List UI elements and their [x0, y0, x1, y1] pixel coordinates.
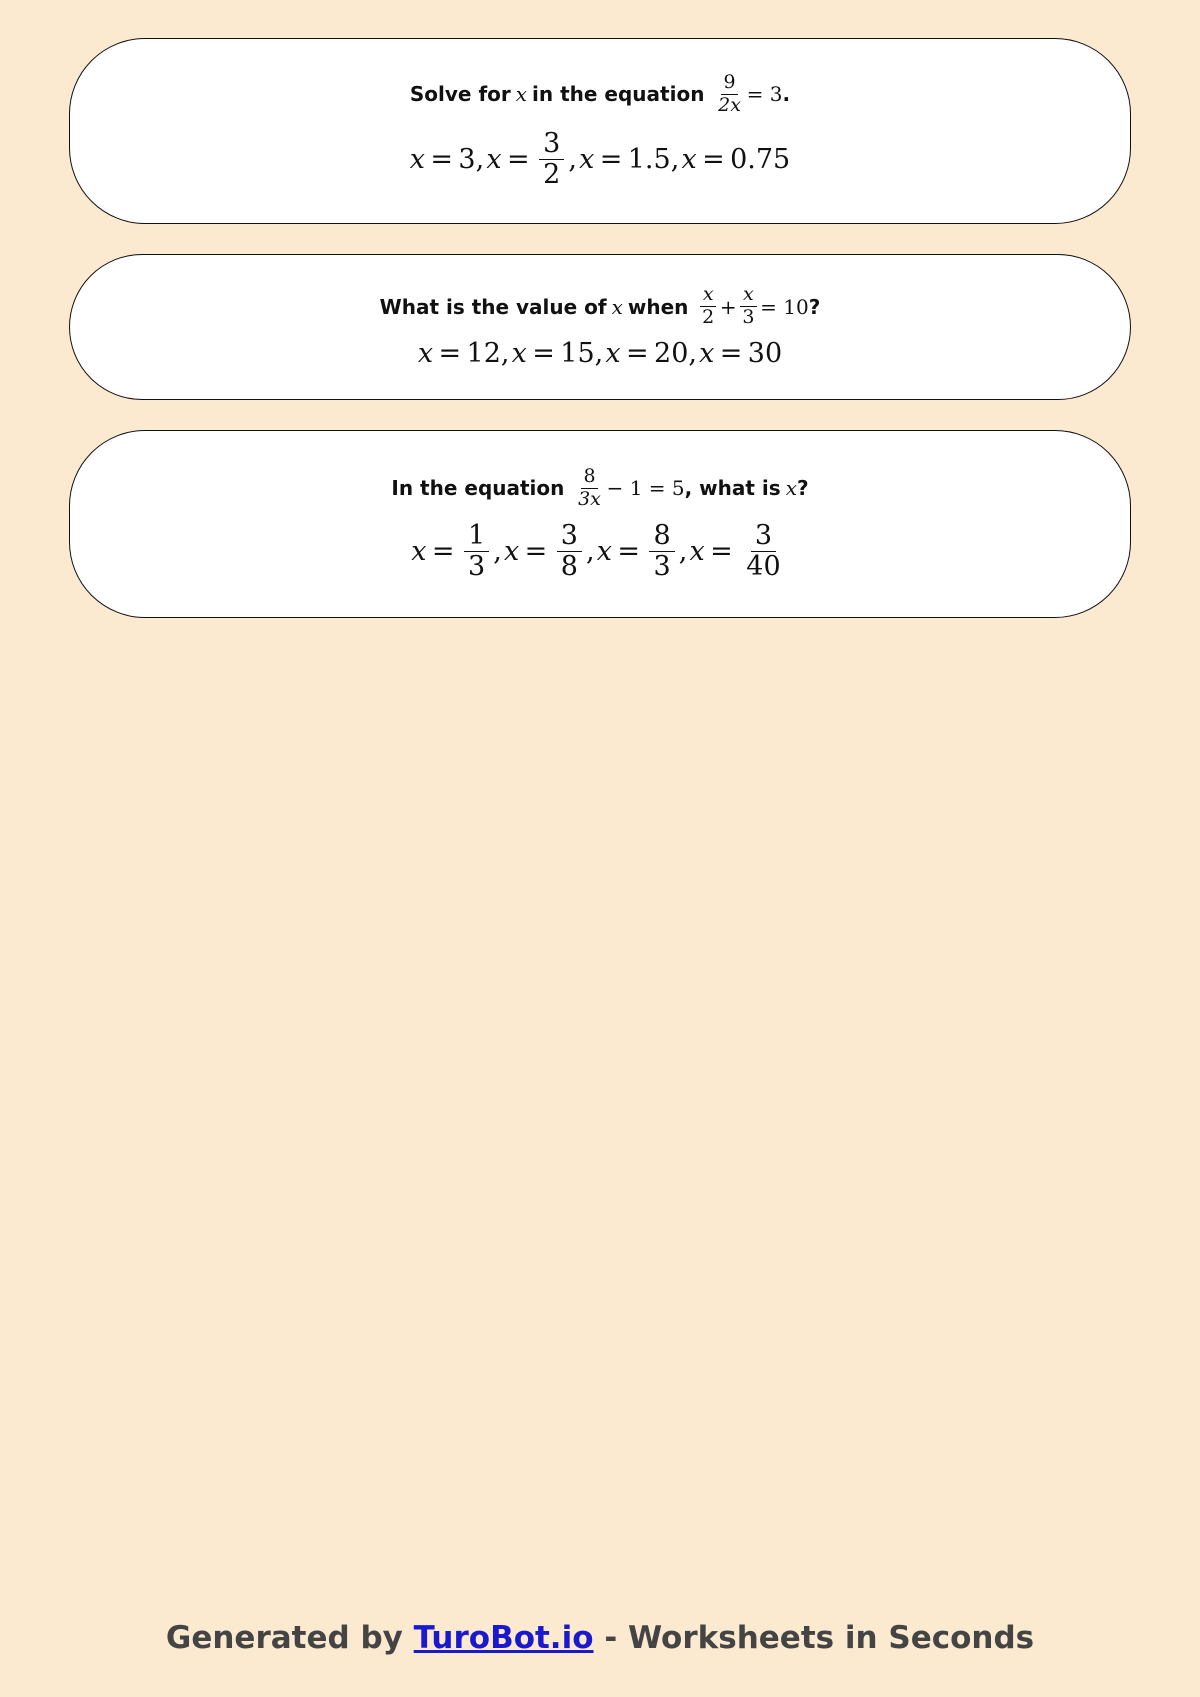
question-middle: when [627, 294, 689, 319]
equation-rest: = 3 [746, 82, 783, 107]
question-text-2 [380, 285, 821, 328]
question-middle: in the equation [532, 82, 705, 107]
answer-choices-3: x = $\frac{1}{3}$ , x = $\frac{3}{8}$ , x = $\frac{8}{3}$ , x = $\frac{3}{40}$ [411, 522, 788, 582]
question-card-3 [69, 430, 1131, 618]
equation-fraction: $\frac{x}{3}$ [740, 285, 758, 328]
question-end: ? [808, 294, 821, 319]
answer-choice: x = $\frac{8}{3}$ [597, 522, 679, 582]
question-end: . [782, 82, 791, 107]
question-equation [572, 464, 685, 510]
question-text-3 [391, 464, 809, 510]
answer-choice: x = 15 [511, 337, 595, 369]
question-equation [712, 70, 783, 116]
answer-choice: x = 3 [409, 143, 476, 175]
footer [0, 1620, 1200, 1656]
answer-choice: x = 0.75 [681, 143, 791, 175]
answer-choice: x = $\frac{3}{40}$ [689, 519, 781, 582]
question-prefix: What is the value of [379, 294, 607, 319]
answer-choice: x = 1.5 [579, 143, 671, 175]
equation-fraction: $\frac{9}{2x}$ [718, 70, 741, 116]
question-card-1 [69, 38, 1131, 224]
equation-fraction: $\frac{x}{2}$ [699, 285, 717, 328]
question-middle: , what is [684, 476, 781, 501]
turobot-link[interactable]: TuroBot.io [413, 1620, 594, 1656]
footer-prefix: Generated by [165, 1620, 403, 1656]
answer-choices-1: x = 3 , x = $\frac{3}{2}$ , x = 1.5 , x = 0.75 [409, 127, 791, 190]
question-prefix: In the equation [391, 476, 565, 501]
equation-rest: − 1 = 5 [606, 476, 685, 501]
question-variable: x [515, 82, 528, 107]
equation-rest: = 10 [760, 294, 809, 319]
question-variable: x [611, 294, 623, 319]
answer-choice: x = $\frac{1}{3}$ [411, 522, 493, 582]
answer-choice: x = 30 [699, 337, 783, 369]
question-end: ? [796, 476, 809, 501]
answer-choice: x = $\frac{3}{2}$ [486, 130, 568, 190]
question-equation: $\frac{x}{2}$ + $\frac{x}{3}$ = 10 [696, 285, 808, 328]
answer-choice: x = 20 [605, 337, 689, 369]
question-prefix: Solve for [409, 82, 511, 107]
question-variable: x [785, 476, 797, 501]
answer-choice: x = 12 [417, 337, 501, 369]
answer-choice: x = $\frac{3}{8}$ [504, 522, 586, 582]
footer-suffix: - Worksheets in Seconds [604, 1620, 1035, 1656]
question-card-2 [69, 254, 1131, 400]
equation-fraction: $\frac{8}{3x}$ [578, 464, 601, 510]
question-text-1 [409, 70, 791, 116]
answer-choices-2: x = 12 , x = 15 , x = 20 , x = 30 [417, 337, 783, 369]
